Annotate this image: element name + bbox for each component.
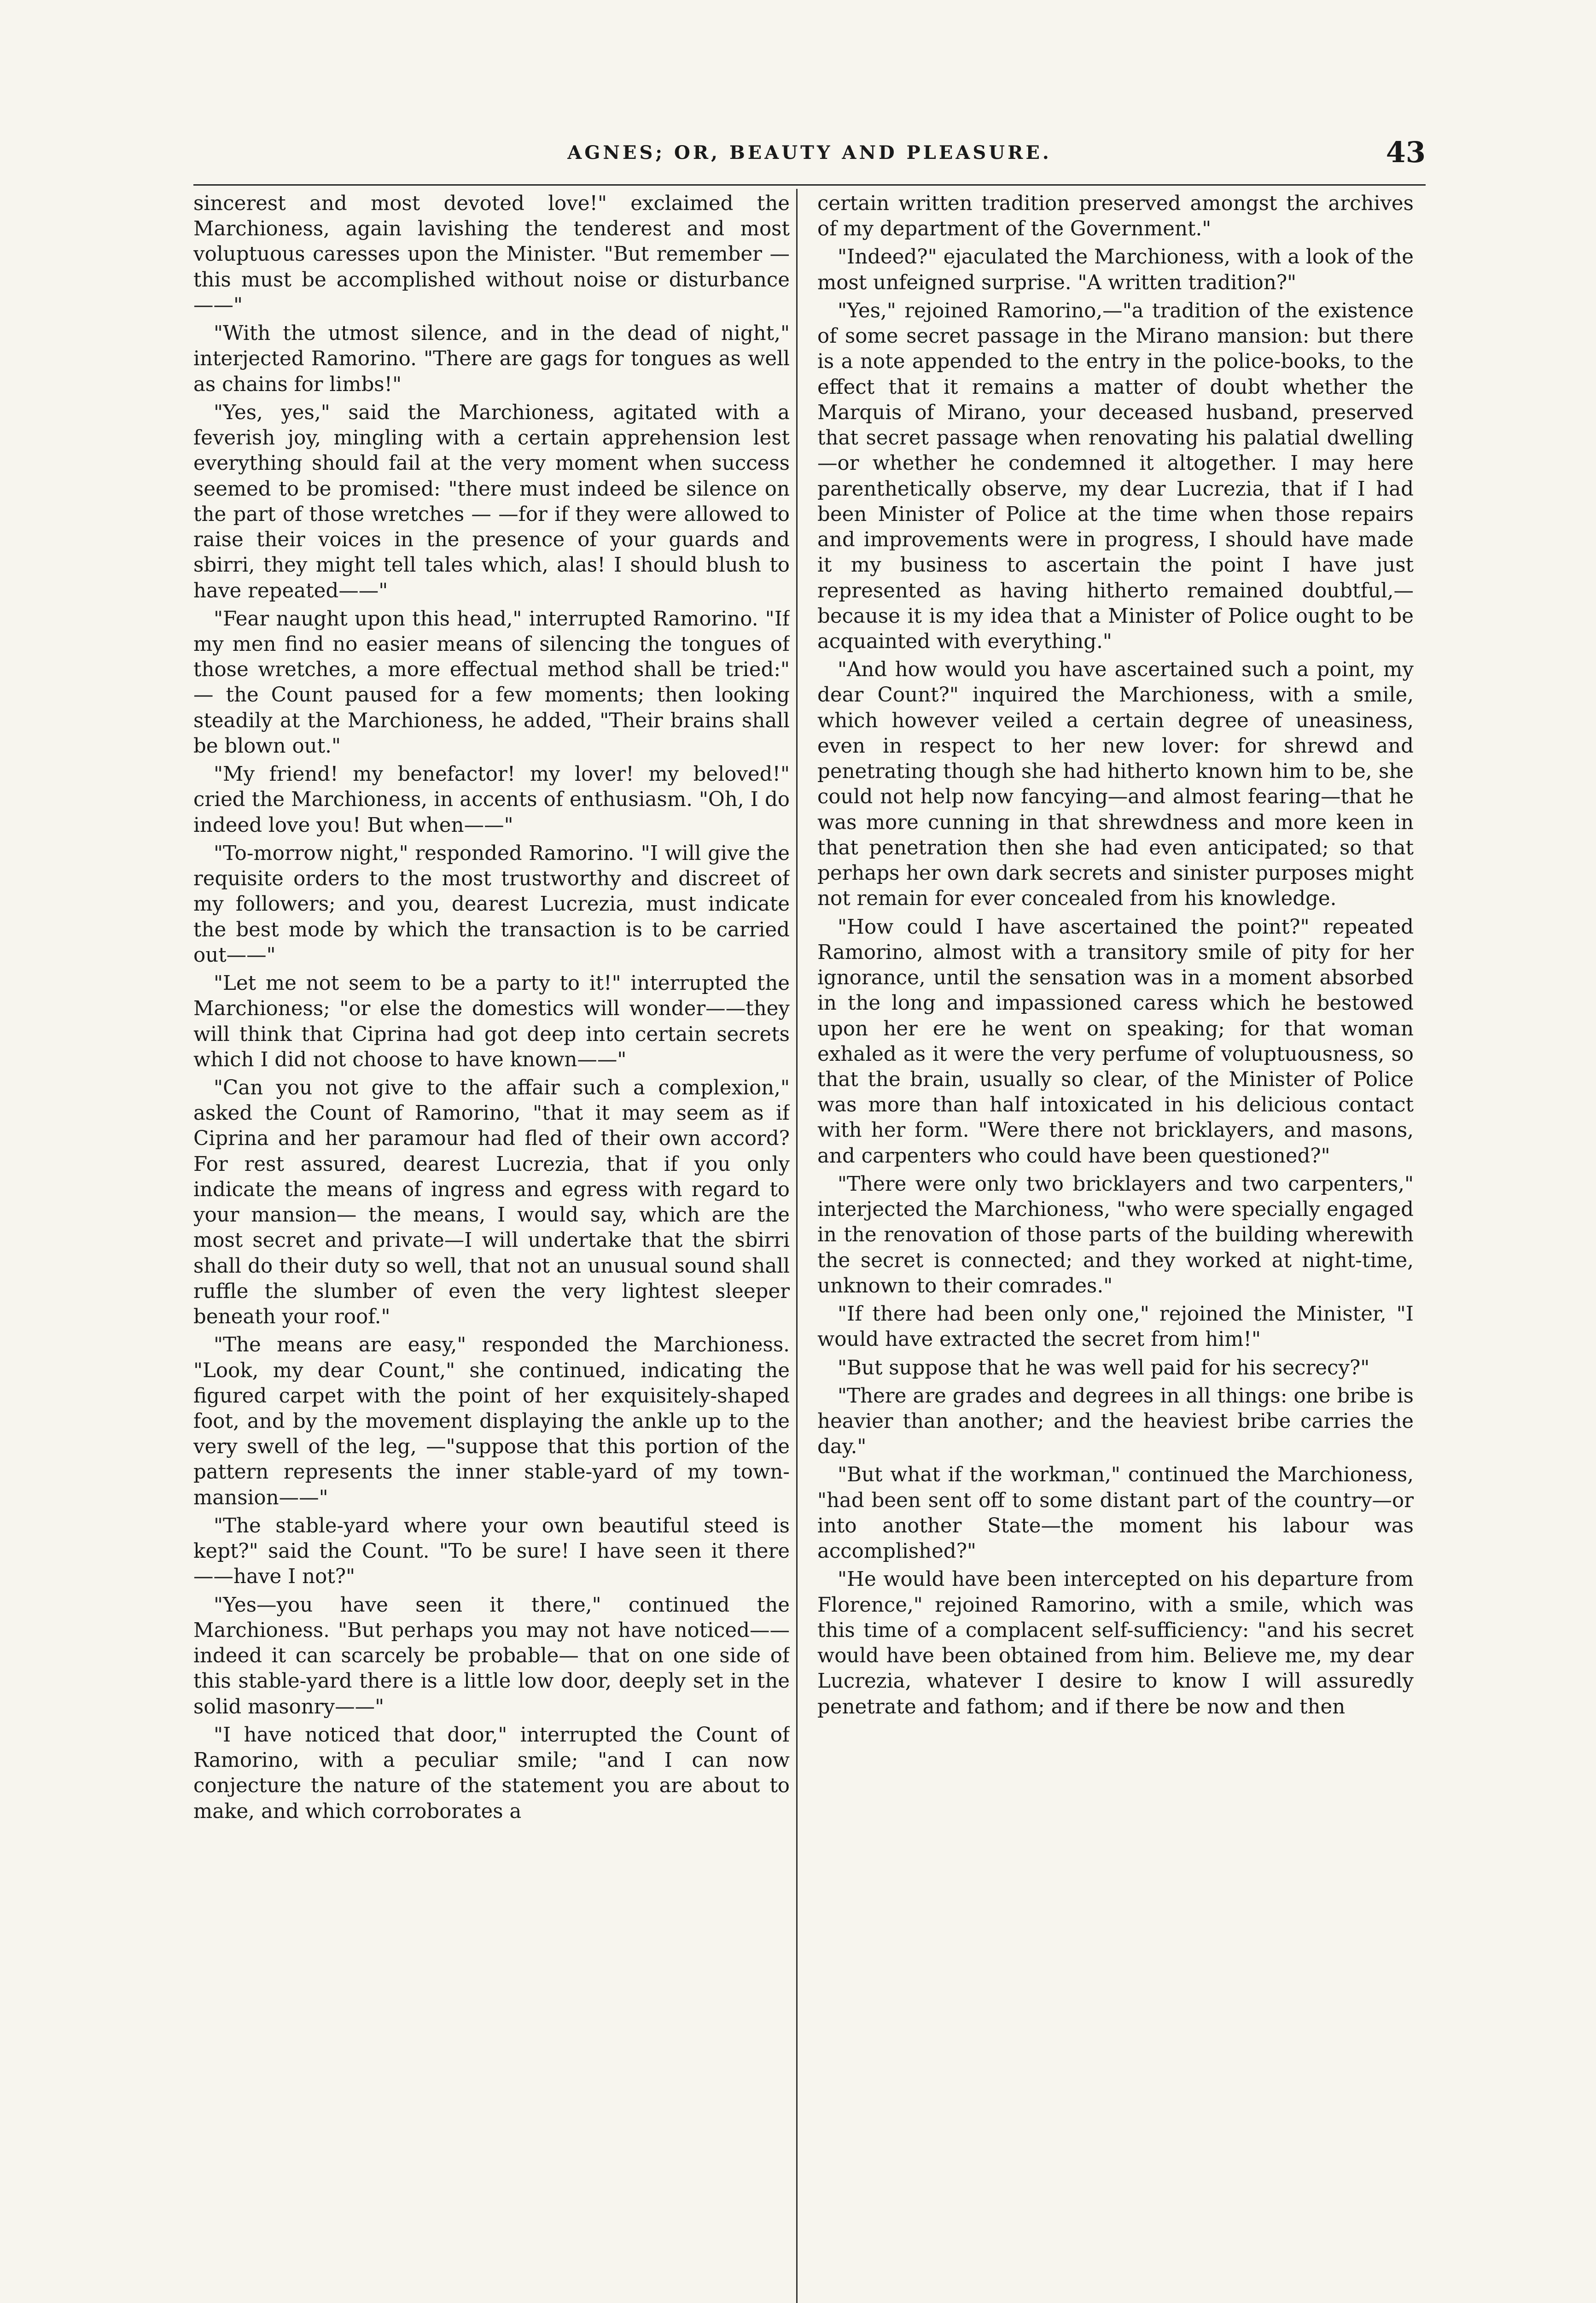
paragraph: "The stable-yard where your own beautiful steed is kept?" said the Count. "To be sure! I have seen it there——have I not?" [193,1514,790,1589]
header-rule [193,184,1426,186]
right-column [817,191,1414,2303]
paragraph: "Yes," rejoined Ramorino,—"a tradition of the existence of some secret passage in the Mirano mansion: but there is a note appended to the entry in the police-books, to the effect that it remains a matter of doubt whether the Marquis of Mirano, your deceased husband, preserved that secret passage when renovating his palatial dwelling—or whether he condemned it altogether. I may here parenthetically observe, my dear Lucrezia, that if I had been Minister of Police at the time when those repairs and improvements were in progress, I should have made it my business to ascertain the point I have just represented as having hitherto remained doubtful,—because it is my idea that a Minister of Police ought to be acquainted with everything." [817,299,1414,653]
running-title: AGNES; OR, BEAUTY AND PLEASURE. [567,142,1052,164]
paragraph: "How could I have ascertained the point?" repeated Ramorino, almost with a transitory smile of pity for her ignorance, until the sensation was in a moment absorbed in the long and impassioned caress which he bestowed upon her ere he went on speaking; for that woman exhaled as it were the very perfume of voluptuousness, so that the brain, usually so clear, of the Minister of Police was more than half intoxicated in his delicious contact with her form. "Were there not bricklayers, and masons, and carpenters who could have been questioned?" [817,915,1414,1168]
paragraph: "Indeed?" ejaculated the Marchioness, with a look of the most unfeigned surprise. "A written tradition?" [817,245,1414,294]
paragraph: "Yes, yes," said the Marchioness, agitated with a feverish joy, mingling with a certain apprehension lest everything should fail at the very moment when success seemed to be promised: "there must indeed be silence on the part of those wretches — —for if they were allowed to raise their voices in the presence of your guards and sbirri, they might tell tales which, alas! I should blush to have repeated——" [193,401,790,602]
paragraph: "There were only two bricklayers and two carpenters," interjected the Marchioness, "who were specially engaged in the renovation of those parts of the building wherewith the secret is connected; and they worked at night-time, unknown to their comrades." [817,1172,1414,1298]
paragraph: "Let me not seem to be a party to it!" interrupted the Marchioness; "or else the domestics will wonder——they will think that Ciprina had got deep into certain secrets which I did not choose to have known——" [193,972,790,1071]
paragraph: "But suppose that he was well paid for his secrecy?" [838,1356,1370,1379]
paragraph: "But what if the workman," continued the Marchioness, "had been sent off to some distant part of the country—or into another State—the moment his labour was accomplished?" [817,1463,1414,1563]
page-header [193,135,1426,175]
paragraph: "With the utmost silence, and in the dead of night," interjected Ramorino. "There are gags for tongues as well as chains for limbs!" [193,322,790,396]
paragraph: "Yes—you have seen it there," continued the Marchioness. "But perhaps you may not have noticed——indeed it can scarcely be probable— that on one side of this stable-yard there is a little low door, deeply set in the solid masonry——" [193,1593,790,1718]
paragraph: "Fear naught upon this head," interrupted Ramorino. "If my men find no easier means of silencing the tongues of those wretches, a more effectual method shall be tried:" — the Count paused for a few moments; then looking steadily at the Marchioness, he added, "Their brains shall be blown out." [193,607,790,758]
paragraph: "I have noticed that door," interrupted the Count of Ramorino, with a peculiar smile; "and I can now conjecture the nature of the statement you are about to make, and which corroborates a [193,1723,790,1823]
paragraph: "He would have been intercepted on his departure from Florence," rejoined Ramorino, with a smile, which was this time of a complacent self-sufficiency: "and his secret would have been obtained from him. Believe me, my dear Lucrezia, whatever I desire to know I will assuredly penetrate and fathom; and if there be now and then [817,1568,1414,1718]
paragraph: "If there had been only one," rejoined the Minister, "I would have extracted the secret from him!" [817,1303,1414,1351]
paragraph: "There are grades and degrees in all things: one bribe is heavier than another; and the heaviest bribe carries the day." [817,1384,1414,1459]
paragraph: certain written tradition preserved amongst the archives of my department of the Government." [817,192,1414,241]
left-column [193,191,790,2303]
paragraph: "The means are easy," responded the Marchioness. "Look, my dear Count," she continued, indicating the figured carpet with the point of her exquisitely-shaped foot, and by the movement displaying the ankle up to the very swell of the leg, —"suppose that this portion of the pattern represents the inner stable-yard of my town-mansion——" [193,1333,790,1509]
paragraph: "And how would you have ascertained such a point, my dear Count?" inquired the Marchioness, with a smile, which however veiled a certain degree of uneasiness, even in respect to her new lover: for shrewd and penetrating though she had hitherto known him to be, she could not help now fancying—and almost fearing—that he was more cunning in that shrewdness and more keen in that penetration then she had even anticipated; so that perhaps her own dark secrets and sinister purposes might not remain for ever concealed from his knowledge. [817,658,1414,911]
page-number: 43 [1386,135,1426,169]
paragraph: "My friend! my benefactor! my lover! my beloved!" cried the Marchioness, in accents of enthusiasm. "Oh, I do indeed love you! But when——" [193,763,790,837]
paragraph: "Can you not give to the affair such a complexion," asked the Count of Ramorino, "that it may seem as if Ciprina and her paramour had fled of their own accord? For rest assured, dearest Lucrezia, that if you only indicate the means of ingress and egress with regard to your mansion— the means, I would say, which are the most secret and private—I will undertake that the sbirri shall do their duty so well, that not an unusual sound shall ruffle the slumber of even the very lightest sleeper beneath your roof." [193,1076,790,1329]
paragraph: sincerest and most devoted love!" exclaimed the Marchioness, again lavishing the tenderest and most voluptuous caresses upon the Minister. "But remember — this must be accomplished without noise or disturbance——" [193,192,790,317]
column-divider [796,189,798,2303]
paragraph: "To-morrow night," responded Ramorino. "I will give the requisite orders to the most trustworthy and discreet of my followers; and you, dearest Lucrezia, must indicate the best mode by which the transaction is to be carried out——" [193,842,790,967]
